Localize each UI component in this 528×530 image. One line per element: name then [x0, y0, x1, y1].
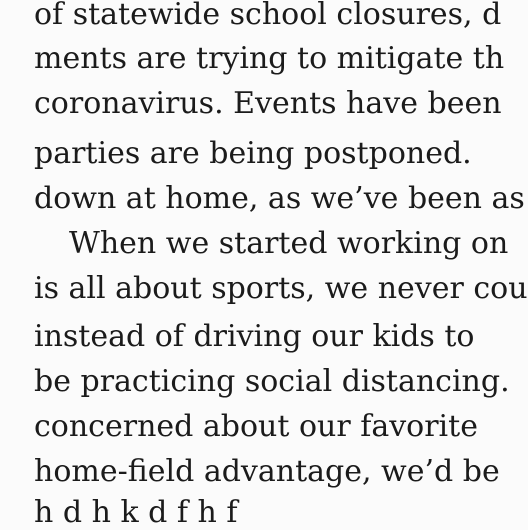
- text-line-5: down at home, as we’ve been as: [34, 181, 525, 216]
- text-line-3: coronavirus. Events have been: [34, 86, 502, 121]
- text-line-8: instead of driving our kids to: [34, 319, 475, 354]
- text-line-6-paragraph-start: When we started working on: [69, 226, 509, 261]
- text-line-12-partial: h d h k d f h f: [34, 495, 238, 530]
- text-line-4: parties are being postponed.: [34, 136, 472, 171]
- text-line-11: home-field advantage, we’d be: [34, 454, 500, 489]
- text-line-9: be practicing social distancing.: [34, 364, 510, 399]
- text-line-1: of statewide school closures, d: [34, 0, 502, 32]
- text-line-2: ments are trying to mitigate th: [34, 41, 505, 76]
- text-line-10: concerned about our favorite: [34, 409, 478, 444]
- text-line-7: is all about sports, we never cou: [34, 271, 528, 306]
